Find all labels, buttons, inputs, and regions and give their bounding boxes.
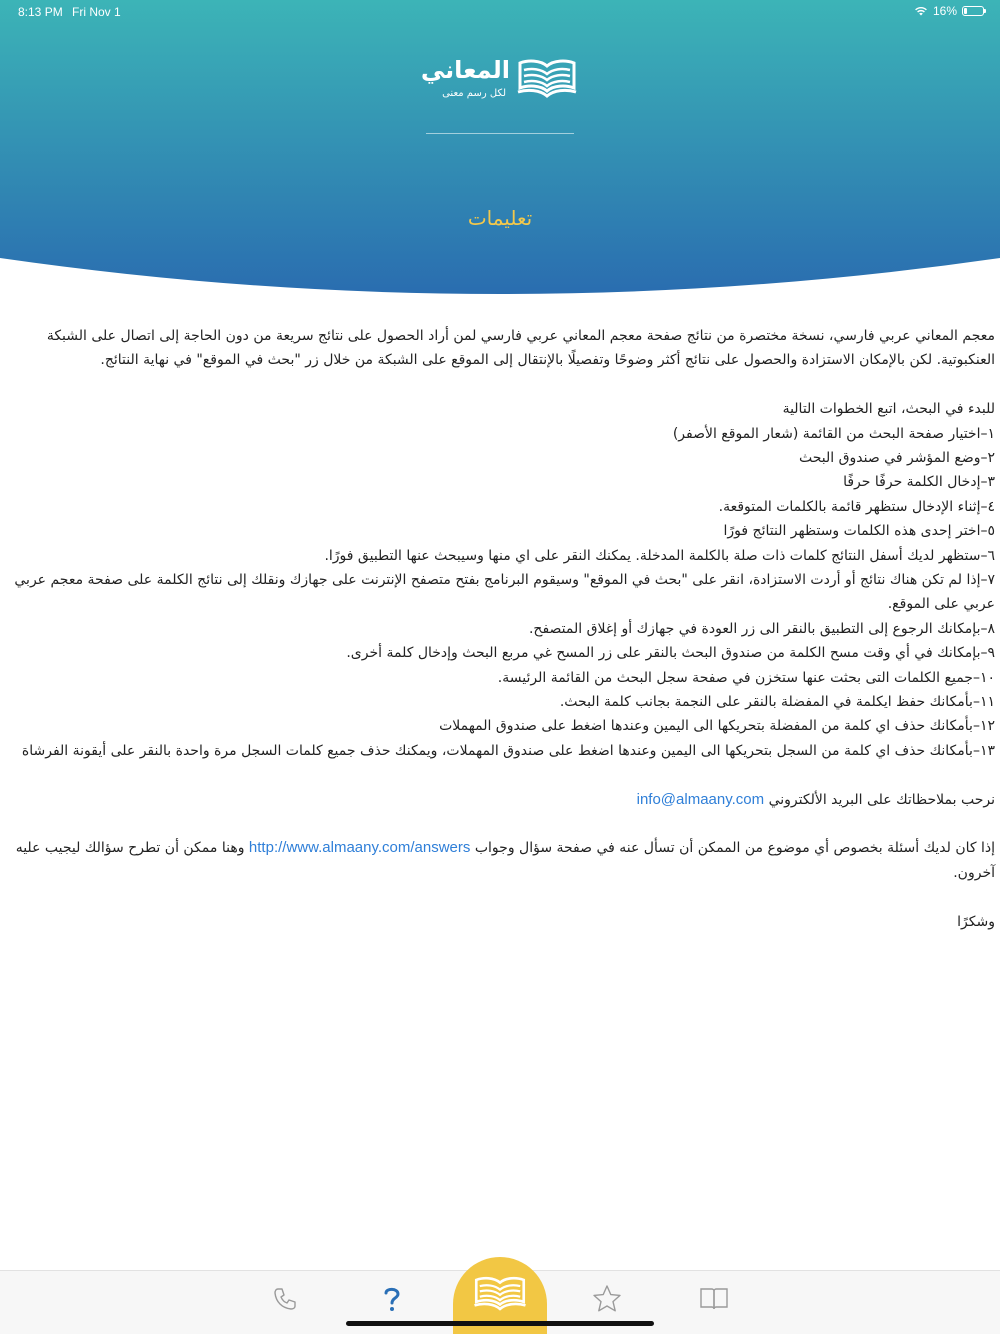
intro-paragraph: معجم المعاني عربي فارسي، نسخة مختصرة من نتائج صفحة معجم المعاني عربي فارسي لمن أراد الحصول على نتائج سريعة من دون الحاجة إلى اتصال على الشبكة العنكبوتية. لكن بالإمكان الاستزادة والحصول على نتائج أكثر وضوحًا وتفصيلًا بالإنتقال إلى الموقع على الشبكة من خلال زر "بحث في الموقع" في نهاية النتائج. <box>46 328 995 369</box>
feedback-text: نرحب بملاحظاتك على البريد الألكتروني <box>768 791 995 808</box>
battery-icon <box>962 6 984 16</box>
page-title: تعليمات <box>467 206 533 230</box>
tab-help[interactable] <box>372 1281 412 1317</box>
step-item: ٨–بإمكانك الرجوع إلى التطبيق بالنقر الى زر العودة في جهازك أو إغلاق المتصفح. <box>528 620 995 637</box>
tab-dictionary[interactable] <box>694 1281 734 1317</box>
status-bar <box>0 4 1000 22</box>
step-item: ٦–ستظهر لديك أسفل النتائج كلمات ذات صلة بالكلمة المدخلة. يمكنك النقر على اي منها وسيبحث عنها التطبيق فورًا. <box>324 547 995 564</box>
book-logo-icon <box>471 1275 529 1313</box>
step-item: ٤–إثناء الإدخال ستظهر قائمة بالكلمات المتوقعة. <box>718 498 995 515</box>
step-item: ١–اختيار صفحة البحث من القائمة (شعار الموقع الأصفر) <box>672 425 995 442</box>
step-item: ٩–بإمكانك في أي وقت مسح الكلمة من صندوق البحث بالنقر على زر المسح غي مربع البحث وإدخال كلمة أخرى. <box>346 645 995 662</box>
phone-icon <box>272 1286 298 1312</box>
wifi-icon <box>914 6 928 16</box>
question-icon <box>380 1284 404 1314</box>
answers-link[interactable]: http://www.almaany.com/answers <box>248 839 471 857</box>
battery-percent: 16% <box>932 4 957 18</box>
star-icon <box>592 1284 622 1314</box>
status-time: 8:13 PM <box>18 5 63 19</box>
header-background <box>0 0 1000 300</box>
open-book-logo-icon <box>514 58 580 100</box>
tab-favorites[interactable] <box>587 1281 627 1317</box>
brand-tagline: لكل رسم معنى <box>442 88 506 99</box>
step-item: ١١–بأمكانك حفظ ايكلمة في المفضلة بالنقر على النجمة بجانب كلمة البحث. <box>559 694 995 711</box>
header-banner <box>0 0 1000 300</box>
feedback-email-link[interactable]: info@almaany.com <box>636 790 765 808</box>
questions-text-end: وهنا ممكن أن تطرح سؤالك ليجيب عليه آخرون. <box>15 840 995 881</box>
tab-contact[interactable] <box>265 1281 305 1317</box>
step-item: ١٢–بأمكانك حذف اي كلمة من المفضلة بتحريكها الى اليمين وعندها اضغط على صندوق المهملات <box>439 718 995 735</box>
questions-text: إذا كان لديك أسئلة بخصوص أي موضوع من الممكن أن تسأل عنه في صفحة سؤال وجواب <box>474 840 995 857</box>
step-item: ٢–وضع المؤشر في صندوق البحث <box>799 450 995 467</box>
feedback-line <box>14 788 995 812</box>
status-date: Fri Nov 1 <box>72 5 121 19</box>
thanks-text: وشكرًا <box>957 913 995 930</box>
instructions-content <box>14 324 995 934</box>
header-divider <box>426 133 574 134</box>
step-item: ١٠–جميع الكلمات التى بحثت عنها ستخزن في صفحة سجل البحث من القائمة الرئيسة. <box>497 669 995 686</box>
step-item: ٣–إدخال الكلمة حرفًا حرفًا <box>843 474 995 491</box>
home-indicator[interactable] <box>346 1321 654 1326</box>
open-book-icon <box>699 1286 729 1312</box>
step-item: ٥–اختر إحدى هذه الكلمات وستظهر النتائج فورًا <box>723 523 995 540</box>
questions-paragraph <box>14 836 995 885</box>
brand-logo <box>420 56 580 106</box>
step-item: ٧–إذا لم تكن هناك نتائج أو أردت الاستزادة، انقر على "بحث في الموقع" وسيقوم البرنامج بفتح متصفح الإنترنت على جهازك ونقلك إلى نتائج الكلمة على صفحة معجم عربي عربي على الموقع. <box>14 572 995 613</box>
steps-heading: للبدء في البحث، اتبع الخطوات التالية <box>782 401 995 418</box>
step-item: ١٣–بأمكانك حذف اي كلمة من السجل بتحريكها الى اليمين وعندها اضغط على صندوق المهملات، ويمكنك حذف جميع كلمات السجل مرة واحدة بالنقر على أيقونة الفرشاة <box>21 742 995 759</box>
brand-name: المعاني <box>420 56 510 84</box>
